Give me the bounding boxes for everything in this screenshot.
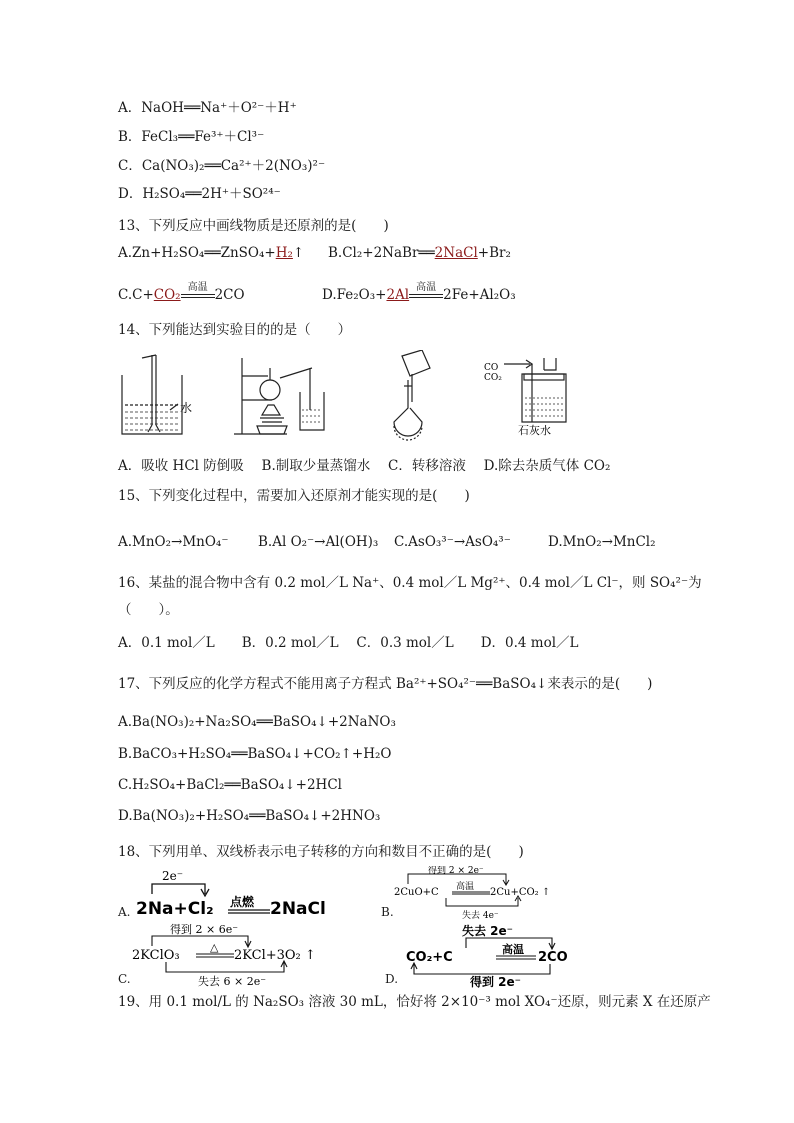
q13-a-text: A.Zn+H₂SO₄══ZnSO₄+ [118, 245, 276, 261]
q13-c-text: C.C+ [118, 287, 154, 303]
q13-b-text: B.Cl₂+2NaBr══ [328, 245, 435, 261]
q18-c-products: 2KCl+3O₂ ↑ [234, 948, 316, 963]
q18-d-bridge [400, 922, 600, 988]
q15-option-a: A.MnO₂→MnO₄⁻ [118, 534, 229, 550]
q13-a-underlined: H₂ [275, 245, 293, 261]
q18-a-reactants: 2Na+Cl₂ [136, 899, 214, 919]
q13-c-underlined: CO₂ [153, 287, 181, 303]
q18-d-lose: 失去 2e⁻ [462, 924, 514, 938]
q14-options: A．吸收 HCl 防倒吸 B.制取少量蒸馏水 C．转移溶液 D.除去杂质气体 CO₂ [118, 458, 611, 474]
q17-option-a: A.Ba(NO₃)₂+Na₂SO₄══BaSO₄↓+2NaNO₃ [118, 714, 396, 730]
q17-option-b: B.BaCO₃+H₂SO₄══BaSO₄↓+CO₂↑+H₂O [118, 746, 392, 762]
q12-option-c: C．Ca(NO₃)₂══Ca²⁺＋2(NO₃)²⁻ [118, 158, 326, 174]
q18-d-condition: 高温 [502, 943, 524, 956]
q12-option-a: A．NaOH══Na⁺＋O²⁻＋H⁺ [118, 100, 297, 116]
gas-label-co: CO [484, 363, 499, 373]
lime-water-label: 石灰水 [518, 424, 551, 437]
q13-option-d [322, 281, 516, 303]
q18-b-lose: 失去 4e⁻ [462, 911, 499, 921]
q13-option-b [328, 245, 511, 261]
q13-d-condition: 高温 [416, 281, 437, 293]
q17-stem: 17、下列反应的化学方程式不能用离子方程式 Ba²⁺+SO₄²⁻══BaSO₄↓来表示的是( ) [118, 676, 653, 692]
q14-apparatus-figures [112, 350, 682, 445]
q18-d-products: 2CO [538, 950, 568, 965]
q18-b-reactants: 2CuO+C [394, 887, 439, 898]
q15-option-c: C.AsO₃³⁻→AsO₄³⁻ [394, 534, 511, 550]
q18-a-condition: 点燃 [230, 895, 255, 909]
q18-d-label: D. [385, 972, 399, 986]
q18-d-gain: 得到 2e⁻ [470, 975, 522, 988]
q18-b-bridge [394, 866, 594, 922]
q15-option-b: B.Al O₂⁻→Al(OH)₃ [258, 534, 379, 550]
q15-stem: 15、下列变化过程中，需要加入还原剂才能实现的是( ) [118, 488, 470, 504]
q13-option-c [118, 281, 245, 303]
q13-stem: 13、下列反应中画线物质是还原剂的是( ) [118, 218, 389, 234]
gas-wash-bottle-d [504, 358, 566, 422]
q13-c-condition: 高温 [187, 281, 208, 293]
q16-stem-cont: （ ）。 [118, 602, 179, 618]
q14-stem: 14、下列能达到实验目的的是（ ） [118, 322, 352, 338]
q18-d-reactants: CO₂+C [406, 950, 453, 965]
q13-b-post: +Br₂ [477, 245, 511, 261]
q18-b-gain: 得到 2 × 2e⁻ [428, 866, 484, 876]
q18-c-gain: 得到 2 × 6e⁻ [170, 923, 239, 936]
q13-option-a [118, 245, 304, 261]
q18-a-label: A. [118, 905, 131, 919]
q18-c-label: C. [118, 972, 131, 986]
q13-c-equals [181, 281, 215, 302]
beaker-apparatus-a [122, 355, 182, 434]
q17-option-d: D.Ba(NO₃)₂+H₂SO₄══BaSO₄↓+2HNO₃ [118, 808, 381, 824]
q18-c-bridge [130, 922, 350, 988]
gas-label-co2: CO₂ [484, 373, 502, 383]
q18-b-condition: 高温 [456, 882, 475, 892]
q18-stem: 18、下列用单、双线桥表示电子转移的方向和数目不正确的是( ) [118, 844, 524, 860]
q13-a-post: ↑ [292, 245, 305, 261]
q13-b-underlined: 2NaCl [434, 245, 478, 261]
q16-options: A．0.1 mol／L B．0.2 mol／L C．0.3 mol／L D．0.4 mol／L [118, 635, 579, 651]
flask-transfer-apparatus-c [394, 350, 430, 440]
q13-c-post: 2CO [214, 287, 245, 303]
distillation-apparatus-b [234, 358, 324, 434]
q19-stem: 19、用 0.1 mol/L 的 Na₂SO₃ 溶液 30 mL，恰好将 2×10⁻³ mol XO₄⁻还原，则元素 X 在还原产 [118, 994, 711, 1010]
water-label: 水 [180, 401, 193, 415]
q13-d-text: D.Fe₂O₃+ [322, 287, 387, 303]
q18-a-bridge [130, 866, 345, 926]
q13-d-equals [409, 281, 443, 302]
q18-b-products: 2Cu+CO₂ ↑ [490, 887, 551, 898]
q17-option-c: C.H₂SO₄+BaCl₂══BaSO₄↓+2HCl [118, 777, 342, 793]
q13-d-post: 2Fe+Al₂O₃ [443, 287, 516, 303]
q15-option-d: D.MnO₂→MnCl₂ [548, 534, 656, 550]
q16-stem: 16、某盐的混合物中含有 0.2 mol／L Na⁺、0.4 mol／L Mg²⁺、0.4 mol／L Cl⁻，则 SO₄²⁻为 [118, 575, 702, 591]
q18-b-label: B. [381, 905, 394, 919]
q12-option-d: D．H₂SO₄══2H⁺＋SO²⁴⁻ [118, 186, 281, 202]
q18-c-reactants: 2KClO₃ [132, 948, 180, 963]
q18-a-electrons: 2e⁻ [162, 869, 184, 883]
q18-c-lose: 失去 6 × 2e⁻ [198, 975, 267, 988]
q18-a-products: 2NaCl [270, 899, 326, 919]
q18-c-condition: △ [210, 941, 219, 954]
q13-d-underlined: 2Al [386, 287, 410, 303]
q12-option-b: B．FeCl₃══Fe³⁺＋Cl³⁻ [118, 129, 265, 145]
